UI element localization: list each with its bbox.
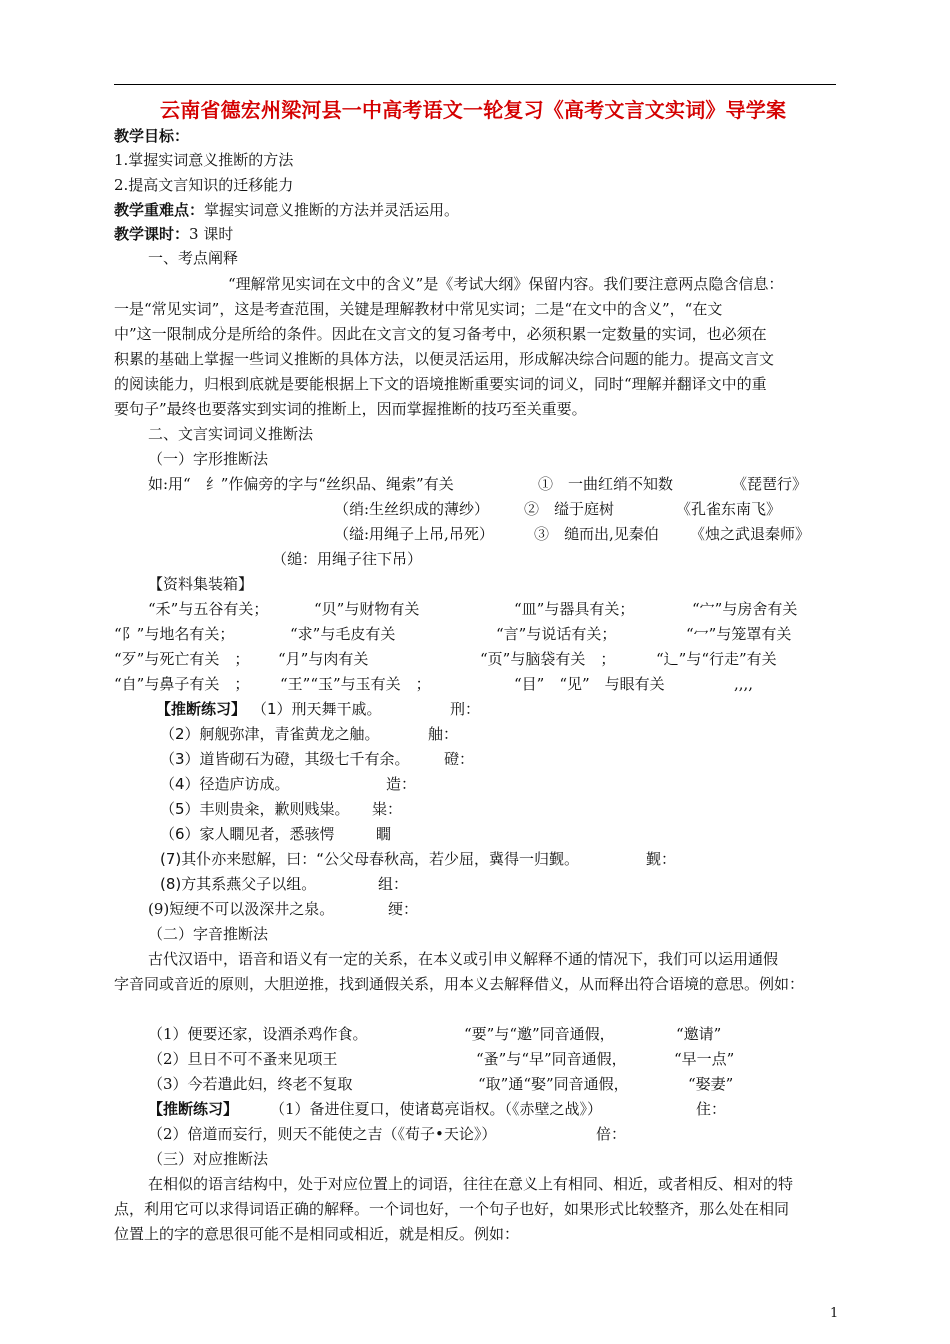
practice-answer-blank: 觐：	[646, 850, 677, 868]
example-source: 《烛之武退秦师》	[690, 525, 811, 543]
example-source: 《孔雀东南飞》	[676, 500, 782, 518]
objectives-heading: 教学目标：	[114, 127, 190, 145]
objective-item: 1.掌握实词意义推断的方法	[114, 151, 294, 169]
practice-question: (8)方其系燕父子以组。	[160, 875, 317, 893]
section-heading: 一、考点阐释	[148, 249, 239, 267]
radical-entry: “目” “见” 与眼有关	[514, 675, 665, 693]
radical-entry: “王”“玉”与玉有关 ；	[280, 675, 431, 693]
practice-answer-blank: 绠：	[388, 900, 419, 918]
sound-sentence: （2）旦日不可不蚤来见项王	[148, 1050, 338, 1068]
paragraph-line: “理解常见实词在文中的含义”是《考试大纲》保留内容。我们要注意两点隐含信息：	[228, 275, 784, 293]
practice-label: 【推断练习】	[156, 700, 247, 718]
practice-answer-blank: 舳：	[428, 725, 459, 743]
practice-question: （5）丰则贵籴，歉则贱粜。	[160, 800, 350, 818]
example-gloss: （缢:用绳子上吊,吊死）	[334, 525, 494, 543]
radical-entry: “言”与说话有关；	[496, 625, 617, 643]
section-heading: 二、文言实词词义推断法	[148, 425, 314, 443]
radical-entry: “宀”与房舍有关	[692, 600, 798, 618]
radical-entry: “自”与鼻子有关 ；	[114, 675, 250, 693]
sound-note: “要”与“邀”同音通假，	[464, 1025, 615, 1043]
subsection-heading: （三）对应推断法	[148, 1150, 269, 1168]
hours-label: 教学课时：	[114, 225, 190, 243]
objective-item: 2.提高文言知识的迁移能力	[114, 176, 294, 194]
example-source: 《琵琶行》	[732, 475, 808, 493]
practice-question: （4）径造庐访成。	[160, 775, 290, 793]
practice-answer-blank: 造：	[386, 775, 417, 793]
practice-answer-blank: 瞯	[376, 825, 392, 843]
paragraph-line: 位置上的字的意思很可能不是相同或相近，就是相反。例如：	[114, 1225, 520, 1243]
practice-question: （6）家人瞯见者，悉骇愕	[160, 825, 335, 843]
practice-question: （2）舸舰弥津，青雀黄龙之舳。	[160, 725, 380, 743]
example-sentence: ① 一曲红绡不知数	[538, 475, 674, 493]
document-title: 云南省德宏州梁河县一中高考语文一轮复习《高考文言文实词》导学案	[160, 98, 787, 122]
radical-entry: “冖”与笼罩有关	[686, 625, 792, 643]
box-heading: 【资料集装箱】	[148, 575, 254, 593]
sound-note: “取”通“娶”同音通假，	[478, 1075, 629, 1093]
subsection-heading: （一）字形推断法	[148, 450, 269, 468]
sound-answer: “早一点”	[674, 1050, 735, 1068]
sound-sentence: （3）今若遣此妇，终老不复取	[148, 1075, 353, 1093]
practice-question: （1）备进住夏口，使诸葛亮诣权。（《赤壁之战》）	[270, 1100, 603, 1118]
practice-answer-blank: 倍：	[596, 1125, 627, 1143]
practice-question: （2）倍道而妄行，则天不能使之吉（《荀子•天论》）	[148, 1125, 497, 1143]
difficulty-text: 掌握实词意义推断的方法并灵活运用。	[204, 201, 460, 219]
paragraph-line: 点，利用它可以求得词语正确的解释。一个词也好，一个句子也好，如果形式比较整齐，那么处在相同	[114, 1200, 790, 1218]
practice-question: (7)其仆亦来慰解，曰：“公父母春秋高，若少屈，冀得一归觐。	[160, 850, 580, 868]
example-gloss: （绡:生丝织成的薄纱）	[334, 500, 490, 518]
hours-line	[114, 224, 233, 244]
practice-question: (9)短绠不可以汲深井之泉。	[148, 900, 335, 918]
hours-text: 3 课时	[189, 225, 234, 243]
difficulty-label: 教学重难点：	[114, 201, 205, 219]
practice-answer-blank: 粜：	[372, 800, 403, 818]
radical-entry: “禾”与五谷有关；	[148, 600, 269, 618]
radical-entry: “皿”与器具有关；	[514, 600, 635, 618]
paragraph-line: 中”这一限制成分是所给的条件。因此在文言文的复习备考中，必须积累一定数量的实词，也必须在	[114, 325, 767, 343]
radical-entry: “辶”与“行走”有关	[656, 650, 777, 668]
example-gloss: （缒：用绳子往下吊）	[272, 550, 423, 568]
radical-entry: “月”与肉有关	[278, 650, 369, 668]
paragraph-line: 要句子”最终也要落实到实词的推断上，因而掌握推断的技巧至关重要。	[114, 400, 587, 418]
paragraph-line: 一是“常见实词”，这是考查范围，关键是理解教材中常见实词；二是“在文中的含义”，“在文	[114, 300, 723, 318]
paragraph-line: 古代汉语中，语音和语义有一定的关系，在本义或引申义解释不通的情况下，我们可以运用通假	[148, 950, 779, 968]
radical-entry: “页”与脑袋有关 ；	[480, 650, 616, 668]
practice-label: 【推断练习】	[148, 1100, 239, 1118]
radical-entry: “歹”与死亡有关 ；	[114, 650, 250, 668]
paragraph-line: 字音同或音近的原则，大胆逆推，找到通假关系，用本义去解释借义，从而释出符合语境的意思。例如：	[114, 975, 805, 993]
radical-entry: “贝”与财物有关	[314, 600, 420, 618]
practice-answer-blank: 刑：	[450, 700, 481, 718]
practice-answer-blank: 组：	[378, 875, 409, 893]
subsection-heading: （二）字音推断法	[148, 925, 269, 943]
example-lead: 如:用“ 纟”作偏旁的字与“丝织品、绳索”有关	[148, 475, 454, 493]
paragraph-line: 的阅读能力，归根到底就是要能根据上下文的语境推断重要实词的词义，同时“理解并翻译文中的重	[114, 375, 767, 393]
example-sentence: ② 缢于庭树	[524, 500, 615, 518]
paragraph-line: 积累的基础上掌握一些词义推断的具体方法，以便灵活运用，形成解决综合问题的能力。提高文言文	[114, 350, 775, 368]
practice-question: （3）道皆砌石为磴，其级七千有余。	[160, 750, 410, 768]
sound-answer: “邀请”	[676, 1025, 722, 1043]
page-number: 1	[830, 1306, 839, 1321]
radical-entry: ,,,,	[734, 675, 754, 693]
header-rule	[114, 84, 836, 85]
difficulty-line	[114, 200, 459, 220]
sound-sentence: （1）便要还家，设酒杀鸡作食。	[148, 1025, 368, 1043]
practice-question: （1）刑天舞干戚。	[252, 700, 382, 718]
sound-answer: “娶妻”	[688, 1075, 734, 1093]
radical-entry: “求”与毛皮有关	[290, 625, 396, 643]
sound-note: “蚤”与“早”同音通假，	[476, 1050, 627, 1068]
practice-answer-blank: 住：	[696, 1100, 727, 1118]
practice-answer-blank: 磴：	[444, 750, 475, 768]
example-sentence: ③ 缒而出,见秦伯	[534, 525, 659, 543]
paragraph-line: 在相似的语言结构中，处于对应位置上的词语，往往在意义上有相同、相近，或者相反、相对的特	[148, 1175, 794, 1193]
radical-entry: “阝”与地名有关；	[114, 625, 235, 643]
